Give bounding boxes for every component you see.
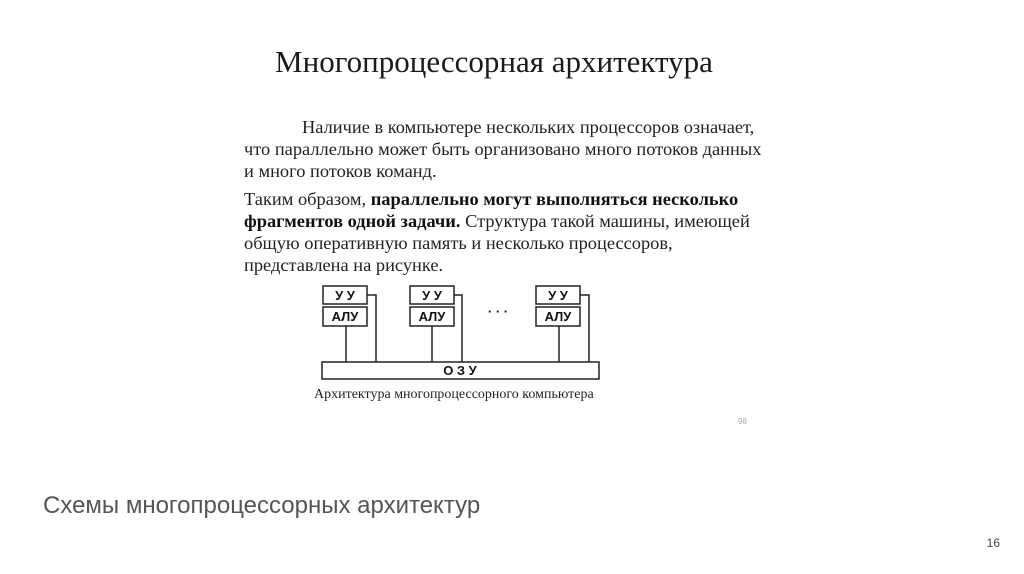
alu-label: АЛУ xyxy=(331,309,359,324)
paragraph-1: Наличие в компьютере нескольких процессоров означает, что параллельно может быть организовано много потоков данных и много потоков команд. xyxy=(244,117,762,181)
page-number: 16 xyxy=(986,536,1000,550)
bus-line xyxy=(454,295,462,362)
control-unit-label: У У xyxy=(422,288,442,303)
alu-label: АЛУ xyxy=(418,309,446,324)
slide-caption: Схемы многопроцессорных архитектур xyxy=(43,492,481,519)
processor-2 xyxy=(410,286,462,362)
paragraph-2-end: Структура такой машины, имеющей общую оперативную память и несколько процессоров, представлена на рисунке. xyxy=(244,211,750,275)
corner-mark: 98 xyxy=(738,417,747,426)
diagram-caption: Архитектура многопроцессорного компьютера xyxy=(314,387,594,402)
paragraph-2-start: Таким образом, xyxy=(244,189,371,209)
bus-line xyxy=(367,295,376,362)
control-unit-label: У У xyxy=(548,288,568,303)
processor-1 xyxy=(323,286,376,362)
control-unit-label: У У xyxy=(335,288,355,303)
paragraph-2-bold: параллельно могут выполняться несколько фрагментов одной задачи. xyxy=(244,189,739,231)
bus-line xyxy=(580,295,589,362)
processor-3 xyxy=(536,286,589,362)
alu-label: АЛУ xyxy=(544,309,572,324)
memory-label: О З У xyxy=(443,363,477,378)
document-title-text: Многопроцессорная архитектура xyxy=(275,44,713,79)
processor-ellipsis: · · · xyxy=(487,304,509,319)
